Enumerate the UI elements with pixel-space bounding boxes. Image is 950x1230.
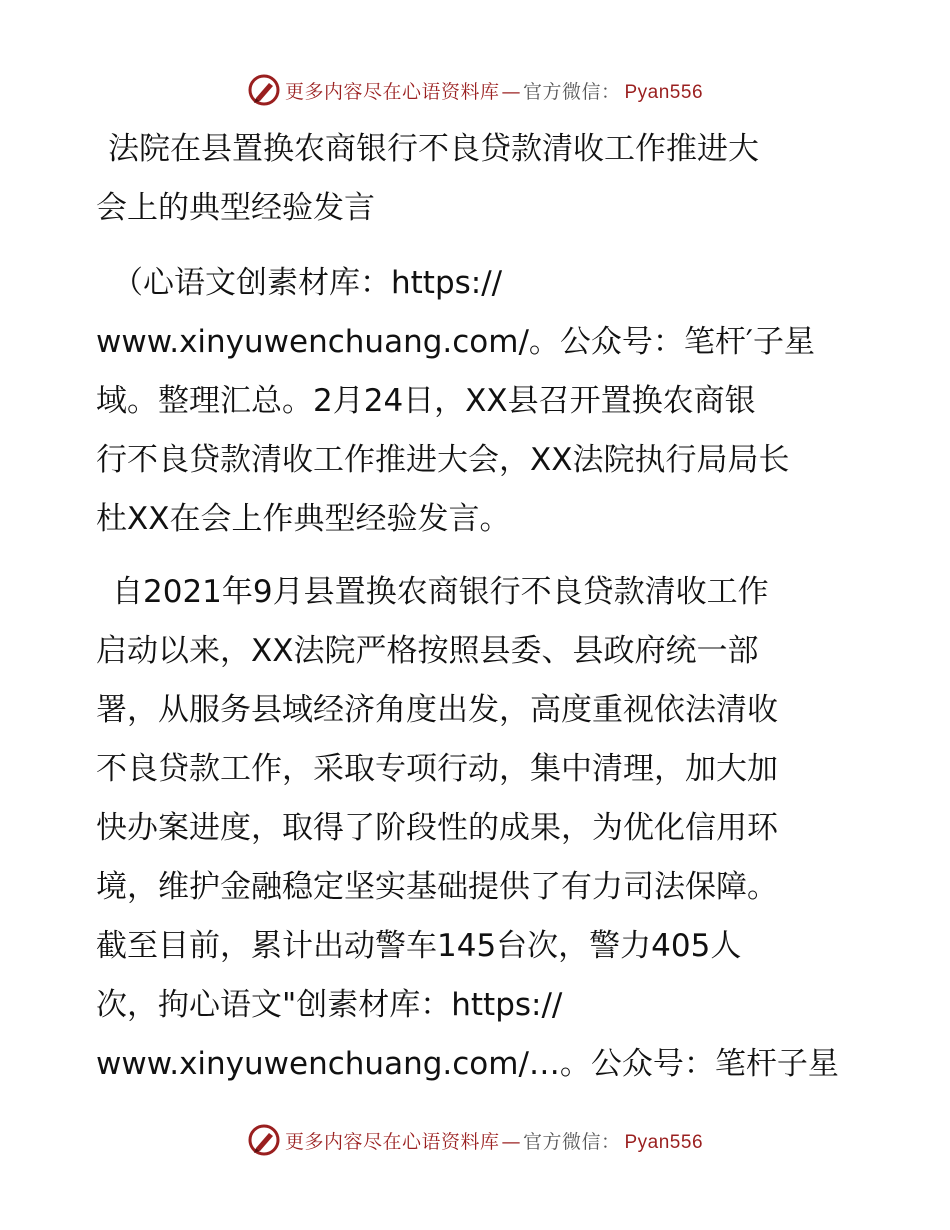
document-body [96,120,876,1094]
paragraph-1 [96,254,876,549]
paragraph-line: 不良贷款工作，采取专项行动，集中清理，加大加 [96,751,778,787]
title-line-1: 法院在县置换农商银行不良贷款清收工作推进大 [108,131,759,167]
paragraph-line: 署，从服务县域经济角度出发，高度重视依法清收 [96,692,778,728]
paragraph-line: 次，拘心语文"创素材库：https:// [96,987,563,1023]
banner-dash: — [501,80,521,103]
paragraph-line: 截至目前，累计出动警车145台次，警力405人 [96,928,742,964]
paragraph-line: 境，维护金融稳定坚实基础提供了有力司法保障。 [96,869,778,905]
paragraph-2 [96,563,876,1094]
paragraph-line: 行不良贷款清收工作推进大会，XX法院执行局局长 [96,442,790,478]
banner-label: 官方微信： [522,80,621,103]
paragraph-line: 自2021年9月县置换农商银行不良贷款清收工作 [112,574,769,610]
banner-slogan: 更多内容尽在心语资料库 [284,80,500,103]
header-banner [0,70,950,110]
document-title [96,120,876,238]
paragraph-line: 杜XX在会上作典型经验发言。 [96,501,511,537]
paragraph-line: www.xinyuwenchuang.com/。公众号：笔杆′子星 [96,324,815,360]
banner-text [285,1127,703,1154]
pen-logo-icon [247,1123,281,1157]
paragraph-line: www.xinyuwenchuang.com/…。公众号：笔杆子星 [96,1046,839,1082]
banner-text [285,77,703,104]
paragraph-line: 快办案进度，取得了阶段性的成果，为优化信用环 [96,810,778,846]
pen-logo-icon [247,73,281,107]
title-line-2: 会上的典型经验发言 [96,190,375,226]
banner-label: 官方微信： [522,1130,621,1153]
banner-wechat-id: Pyan556 [624,81,704,103]
footer-banner [0,1120,950,1160]
banner-dash: — [501,1130,521,1153]
banner-wechat-id: Pyan556 [624,1131,704,1153]
paragraph-line: 启动以来，XX法院严格按照县委、县政府统一部 [96,633,759,669]
paragraph-line: 域。整理汇总。2月24日，XX县召开置换农商银 [96,383,756,419]
banner-slogan: 更多内容尽在心语资料库 [284,1130,500,1153]
paragraph-line: （心语文创素材库：https:// [112,265,503,301]
